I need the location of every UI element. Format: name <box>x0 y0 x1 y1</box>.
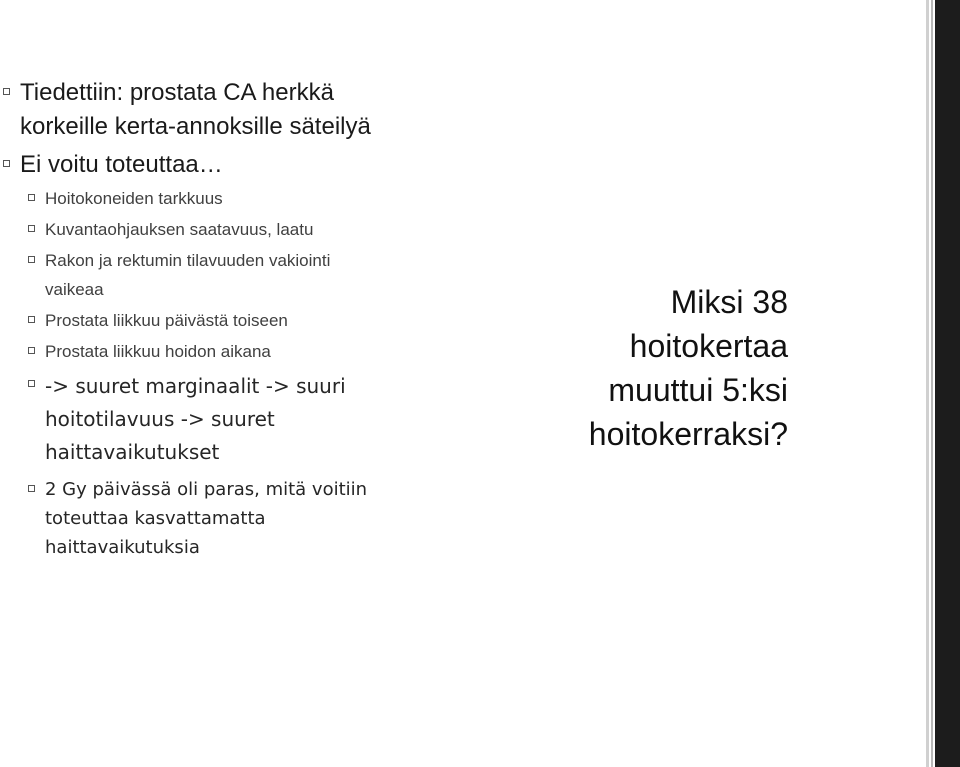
bullet-text: Ei voitu toteuttaa… <box>20 151 223 178</box>
sub-bullet-item <box>0 215 420 244</box>
bullet-list <box>0 76 420 562</box>
sub-bullet-item <box>0 475 420 562</box>
sub-bullet-text: -> suuret marginaalit -> suuri hoitotilavuus -> suuret haittavaikutukset <box>45 374 346 464</box>
square-bullet-icon <box>3 88 10 95</box>
square-bullet-icon <box>28 225 35 232</box>
bullet-text: Tiedettiin: prostata CA herkkä korkeille kerta-annoksille säteilyä <box>20 79 371 140</box>
sub-bullet-text: Kuvantaohjauksen saatavuus, laatu <box>45 220 314 239</box>
question-line: muuttui 5:ksi <box>608 372 788 408</box>
square-bullet-icon <box>28 347 35 354</box>
sub-bullet-text: 2 Gy päivässä oli paras, mitä voitiin toteuttaa kasvattamatta haittavaikutuksia <box>45 479 368 558</box>
square-bullet-icon <box>28 256 35 263</box>
question-line: hoitokerraksi? <box>588 416 788 452</box>
decorative-edge-stripes <box>926 0 960 767</box>
sub-bullet-item <box>0 184 420 213</box>
question-line: Miksi 38 <box>670 284 788 320</box>
square-bullet-icon <box>28 316 35 323</box>
square-bullet-icon <box>3 160 10 167</box>
sub-bullet-item <box>0 306 420 335</box>
square-bullet-icon <box>28 194 35 201</box>
sub-bullet-text: Prostata liikkuu hoidon aikana <box>45 342 271 361</box>
question-line: hoitokertaa <box>629 328 788 364</box>
square-bullet-icon <box>28 380 35 387</box>
sub-bullet-item <box>0 337 420 366</box>
sub-bullet-item <box>0 370 420 469</box>
sub-bullet-text: Prostata liikkuu päivästä toiseen <box>45 311 288 330</box>
bullet-item <box>0 148 420 182</box>
sub-bullet-item <box>0 246 420 304</box>
bullet-item <box>0 76 420 144</box>
square-bullet-icon <box>28 485 35 492</box>
sub-bullet-text: Hoitokoneiden tarkkuus <box>45 189 223 208</box>
sub-bullet-text: Rakon ja rektumin tilavuuden vakiointi vaikeaa <box>45 251 331 299</box>
question-text <box>520 280 788 456</box>
